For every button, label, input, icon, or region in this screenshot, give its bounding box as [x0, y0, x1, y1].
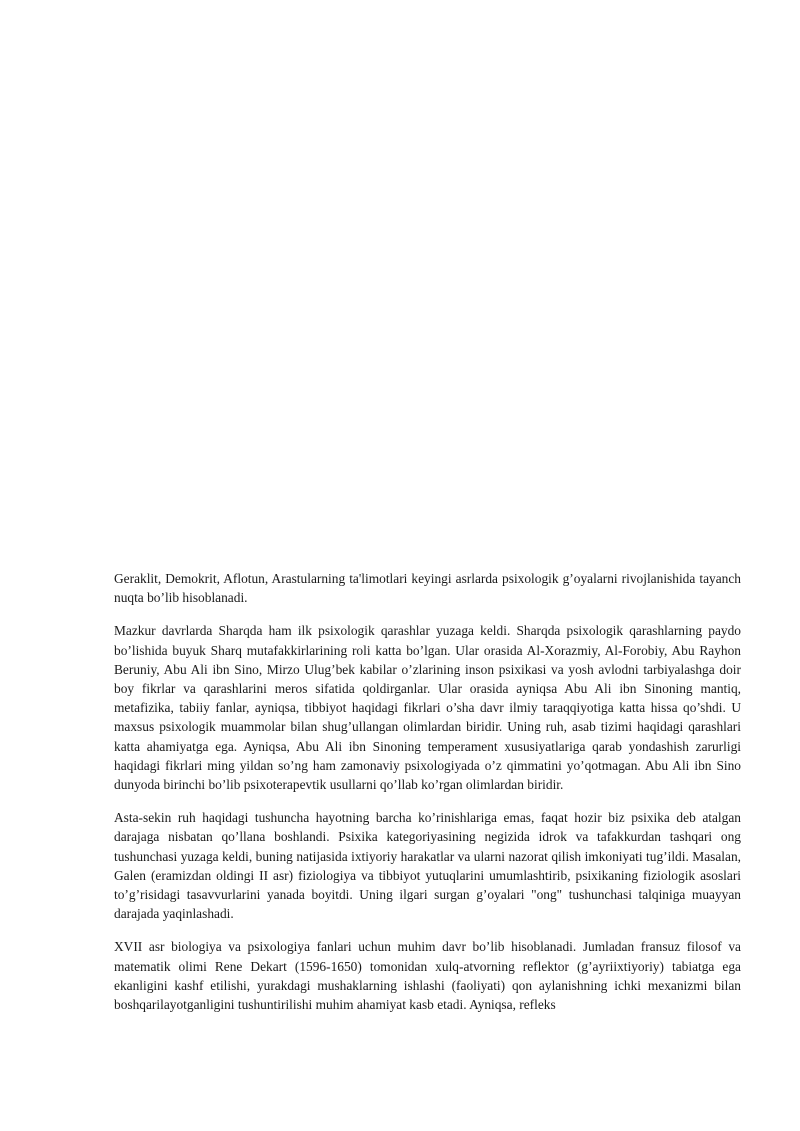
paragraph-4: XVII asr biologiya va psixologiya fanlari uchun muhim davr bo’lib hisoblanadi. Jumladan fransuz filosof va matematik olimi Rene Dekart (1596-1650) tomonidan xulq-atvorning reflektor (g’ayriixtiyoriy) tabiatga ega ekanligini kashf etilishi, yurakdagi mushaklarning ishlashi (faoliyati) qon aylanishning ichki mexanizmi bilan boshqarilayotganligini tushuntirilishi muhim ahamiyat kasb etadi. Ayniqsa, refleks [114, 939, 741, 1013]
body-text [114, 569, 741, 1028]
paragraph-3: Asta-sekin ruh haqidagi tushuncha hayotning barcha ko’rinishlariga emas, faqat hozir biz psixika deb atalgan darajaga nisbatan qo’llana boshlandi. Psixika kategoriyasining negizida idrok va tafakkurdan tashqari ong tushunchasi yuzaga keldi, buning natijasida ixtiyoriy harakatlar va ularni nazorat qilish imkoniyati tug’ildi. Masalan, Galen (eramizdan oldingi II asr) fiziologiya va tibbiyot yutuqlarini umumlashtirib, psixikaning fiziologik asoslari to’g’risidagi tasavvurlarini yanada boyitdi. Uning ilgari surgan g’oyalari "ong" tushunchasi talqiniga muayyan darajada yaqinlashadi. [114, 810, 741, 922]
paragraph-2: Mazkur davrlarda Sharqda ham ilk psixologik qarashlar yuzaga keldi. Sharqda psixologik qarashlarning paydo bo’lishida buyuk Sharq mutafakkirlarining roli katta bo’lgan. Ular orasida Al-Xorazmiy, Al-Forobiy, Abu Rayhon Beruniy, Abu Ali ibn Sino, Mirzo Ulug’bek kabilar o’zlarining inson psixikasi va yosh avlodni tarbiyalashga doir boy fikrlar va qarashlarini meros sifatida qoldirganlar. Ular orasida ayniqsa Abu Ali ibn Sinoning mantiq, metafizika, tabiiy fanlar, ayniqsa, tibbiyot haqidagi fikrlari o’sha davr ilmiy taraqqiyotiga katta hissa qo’shdi. U maxsus psixologik muammolar bilan shug’ullangan olimlardan biridir. Uning ruh, asab tizimi haqidagi qarashlari katta ahamiyatga ega. Ayniqsa, Abu Ali ibn Sinoning temperament xususiyatlariga qarab yondashish zarurligi haqidagi fikrlari ming yildan so’ng ham zamonaviy psixologiyada o’z qimmatini yo’qotmagan. Abu Ali ibn Sino dunyoda birinchi bo’lib psixoterapevtik usullarni qo’llab ko’rgan olimlardan biridir. [114, 623, 741, 793]
paragraph-1: Geraklit, Demokrit, Aflotun, Arastularning ta'limotlari keyingi asrlarda psixologik g’oyalarni rivojlanishida tayanch nuqta bo’lib hisoblanadi. [114, 571, 741, 606]
